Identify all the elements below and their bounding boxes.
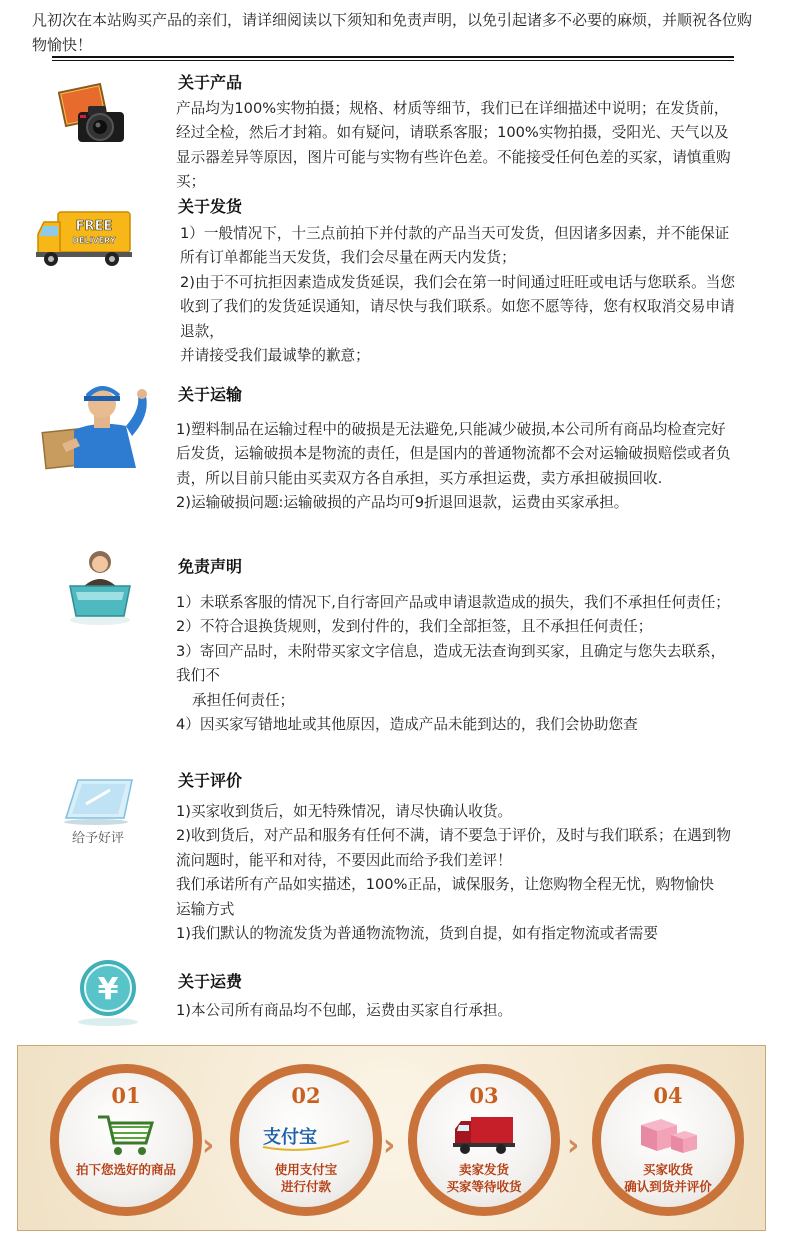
- shopping-cart-icon: [96, 1111, 156, 1163]
- step-number: 02: [291, 1083, 321, 1108]
- section-title-freight: 关于运费: [178, 972, 243, 991]
- step-02: [230, 1064, 382, 1216]
- courier-man-icon: [40, 380, 156, 472]
- step-label: 使用支付宝 进行付款: [274, 1162, 338, 1194]
- step-number: 04: [653, 1083, 683, 1108]
- delivery-truck-icon: [34, 208, 134, 270]
- paragraph: 2）不符合退换货规则，发到付件的，我们全部拒签，且不承担任何责任；: [176, 618, 653, 636]
- step-arrow-icon: ›: [202, 1128, 215, 1163]
- step-label: 买家收货 确认到货并评价: [624, 1162, 712, 1194]
- paragraph: 2)由于不可抗拒因素造成发货延误，我们会在第一时间通过旺旺或电话与您联系。当您收到了我们的发货延误通知，请尽快与我们联系。如您不愿等待，您有权取消交易申请退款，: [180, 273, 735, 340]
- divider-line: [52, 56, 734, 58]
- divider-line-thin: [52, 60, 734, 61]
- step-03: [408, 1064, 560, 1216]
- camera-icon: [58, 82, 130, 154]
- section-title-review: 关于评价: [178, 771, 243, 790]
- parcel-boxes-icon: [637, 1111, 699, 1161]
- paragraph: 2)运输破损问题:运输破损的产品均可9折退回退款，运费由买家承担。: [176, 494, 629, 512]
- paragraph: 并请接受我们最诚挚的歉意；: [180, 347, 370, 365]
- svg-text:FREE: FREE: [75, 219, 113, 234]
- svg-text:DELIVERY: DELIVERY: [72, 236, 116, 245]
- section-body-shipping: [176, 222, 736, 368]
- svg-text:给予好评: 给予好评: [71, 831, 125, 846]
- section-title-transport: 关于运输: [178, 385, 243, 404]
- section-title-disclaimer: 免责声明: [178, 557, 243, 576]
- yen-icon: [70, 958, 146, 1028]
- paragraph: 1）一般情况下，十三点前拍下并付款的产品当天可发货，但因诸多因素，并不能保证所有订单都能当天发货，我们会尽量在两天内发货；: [180, 225, 730, 267]
- step-01: [50, 1064, 202, 1216]
- paragraph: 承担任何责任；: [192, 691, 295, 709]
- section-title-product: 关于产品: [178, 73, 243, 92]
- paragraph: 运输方式: [176, 900, 235, 918]
- step-number: 03: [469, 1083, 499, 1108]
- paragraph: 我们承诺所有产品如实描述，100%正品，诚保服务，让您购物全程无忧，购物愉快: [176, 876, 714, 894]
- paragraph: 产品均为100%实物拍摄；规格、材质等细节，我们已在详细描述中说明；在发货前，经过全检，然后才封箱。如有疑问，请联系客服；100%实物拍摄，受阳光、天气以及显示器差异等原因，图片可能与实物有些许色差。不能接受任何色差的买家，请慎重购买；: [176, 100, 731, 191]
- section-body-disclaimer: [176, 591, 736, 737]
- step-arrow-icon: ›: [567, 1128, 580, 1163]
- step-04: [592, 1064, 744, 1216]
- delivery-truck-icon: [453, 1113, 515, 1161]
- section-title-shipping: 关于发货: [178, 197, 243, 216]
- paragraph: 1)塑料制品在运输过程中的破损是无法避免,只能减少破损,本公司所有商品均检查完好后发货，运输破损本是物流的责任，但是国内的普通物流都不会对运输破损赔偿或者负责，所以目前只能由买卖双方各自承担，买方承担运费，卖方承担破损回收.: [176, 421, 731, 487]
- paragraph: 1）未联系客服的情况下,自行寄回产品或申请退款造成的损失，我们不承担任何责任；: [176, 594, 730, 611]
- intro-notice: 凡初次在本站购买产品的亲们，请详细阅读以下须知和免责声明，以免引起诸多不必要的麻烦，并顺祝各位购物愉快！: [32, 11, 753, 54]
- section-body-product: [176, 97, 736, 195]
- paragraph: 2)收到货后，对产品和服务有任何不满，请不要急于评价，及时与我们联系；在遇到物流问题时，能平和对待，不要因此而给予我们差评！: [176, 827, 731, 869]
- paragraph: 4）因买家写错地址或其他原因，造成产品未能到达的，我们会协助您查: [176, 716, 638, 734]
- svg-text:¥: ¥: [97, 972, 119, 1007]
- step-label: 拍下您选好的商品: [75, 1162, 176, 1177]
- good-review-icon: [58, 774, 140, 848]
- section-body-freight: [176, 999, 736, 1023]
- step-number: 01: [111, 1083, 141, 1108]
- alipay-logo: [261, 1121, 353, 1157]
- svg-text:支付宝: 支付宝: [263, 1127, 317, 1148]
- paragraph: 3）寄回产品时，未附带买家文字信息，造成无法查询到买家，且确定与您失去联系，我们不: [176, 642, 726, 685]
- step-arrow-icon: ›: [383, 1128, 396, 1163]
- customer-service-icon: [64, 546, 136, 626]
- paragraph: 1)本公司所有商品均不包邮，运费由买家自行承担。: [176, 1002, 513, 1019]
- step-label: 卖家发货 买家等待收货: [446, 1162, 522, 1194]
- section-body-transport: [176, 418, 736, 516]
- paragraph: 1)买家收到货后，如无特殊情况，请尽快确认收货。: [176, 803, 513, 820]
- section-body-review: [176, 800, 736, 946]
- paragraph: 1)我们默认的物流发货为普通物流物流，货到自提，如有指定物流或者需要: [176, 925, 658, 943]
